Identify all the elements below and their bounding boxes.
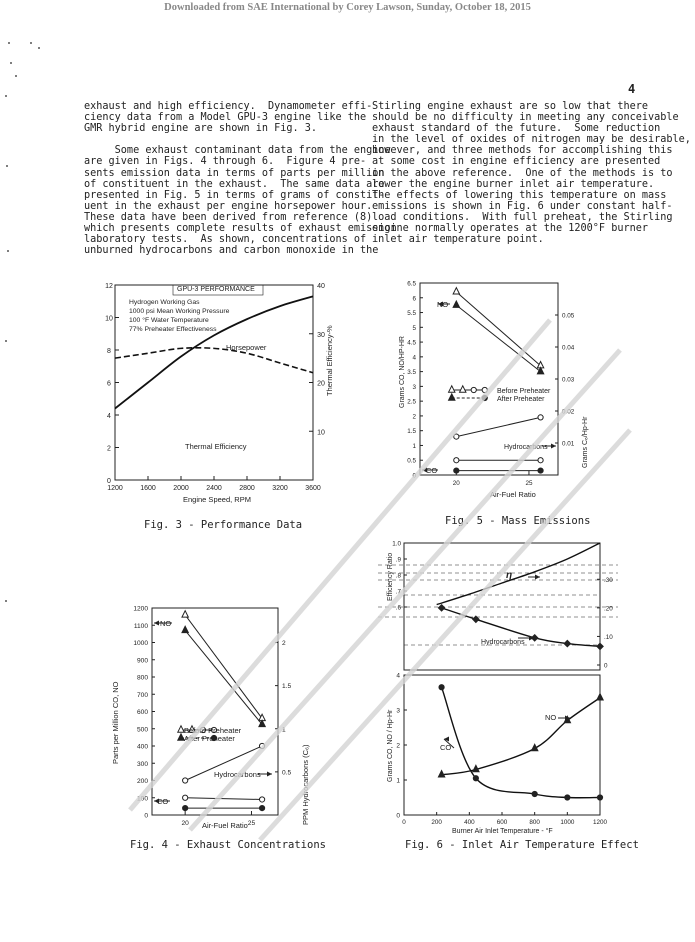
tick-label: 8 (107, 348, 111, 355)
data-marker (538, 415, 543, 420)
tick-label: 700 (136, 691, 148, 699)
arrow-head (551, 444, 556, 449)
data-marker (183, 778, 188, 783)
tick-label: 6.5 (407, 280, 416, 288)
tick-label: 3 (396, 707, 400, 715)
tick-label: 1200 (107, 485, 123, 492)
fig6-plot (378, 541, 618, 827)
tick-label: 300 (136, 760, 148, 768)
data-marker (482, 387, 487, 392)
data-marker (259, 743, 264, 748)
tick-label: 0.5 (282, 769, 292, 777)
figure-3 (85, 280, 334, 515)
fig3-caption: Fig. 3 - Performance Data (144, 519, 303, 531)
tick-label: 3 (412, 383, 416, 391)
fig4-legend-before: Before Preheater (184, 726, 242, 735)
text-line: These data have been derived from reference (8) (84, 211, 373, 223)
tick-label: 0.02 (562, 408, 575, 416)
text-line: are given in Figs. 4 through 6. Figure 4 pre- (84, 156, 367, 168)
fig6-hc-label: Hydrocarbons (481, 639, 525, 646)
data-marker (182, 626, 188, 632)
fig3-xlabel: Engine Speed, RPM (183, 495, 251, 504)
tick-label: 1000 (133, 640, 148, 647)
fig6-xlabel: Burner Air Inlet Temperature - °F (452, 828, 553, 835)
text-line: GMR hybrid engine are shown in Fig. 3. (84, 123, 318, 135)
column-right (372, 101, 691, 246)
series-line (456, 305, 540, 371)
tick-label: 1.5 (282, 683, 292, 691)
tick-label: 0.01 (562, 440, 575, 448)
tick-label: 0 (604, 662, 608, 670)
tick-label: 4 (396, 672, 400, 680)
data-marker (259, 806, 264, 811)
tick-label: 100 (136, 795, 148, 803)
data-marker (449, 386, 455, 392)
text-line: should be no difficulty in meeting any conceivable (372, 112, 679, 124)
tick-label: 20 (452, 480, 460, 487)
tick-label: 500 (136, 726, 148, 734)
series-line (185, 615, 262, 719)
text-line: inlet air temperature point. (372, 234, 544, 246)
data-marker (538, 468, 543, 473)
fig5-y2label: Grams C₆/Hp-Hr (582, 416, 589, 468)
data-marker (473, 776, 478, 781)
tick-label: 1100 (133, 622, 148, 630)
series-line (456, 417, 540, 436)
text-line: uent in the exhaust per engine horsepower hour. (84, 200, 373, 212)
tick-label: 1 (282, 726, 286, 734)
data-marker (532, 791, 537, 796)
series-line (456, 292, 540, 366)
tick-label: .20 (604, 605, 613, 613)
data-marker (453, 288, 459, 294)
tick-label: 0.03 (562, 376, 575, 384)
data-marker (259, 797, 264, 802)
tick-label: 0 (412, 472, 416, 480)
tick-label: 2 (282, 640, 286, 647)
data-marker (565, 795, 570, 800)
text-line: sents emission data in terms of parts per million (84, 167, 385, 179)
data-marker (597, 643, 603, 649)
text-line (84, 134, 374, 145)
fig4-co-label: CO (157, 797, 169, 806)
text-line: ciency data from a Model GPU-3 engine like the (84, 112, 367, 124)
page-number: 4 (628, 82, 636, 96)
tick-label: 20 (317, 380, 325, 388)
top-panel-frame (404, 543, 600, 670)
fig3-note-1: Hydrogen Working Gas (129, 299, 200, 306)
plot-frame (152, 608, 278, 815)
text-line: engine normally operates at the 1200°F burner (372, 223, 649, 235)
tick-label: .30 (604, 576, 613, 584)
tick-label: 5 (412, 324, 416, 332)
tick-label: 12 (105, 283, 113, 290)
text-line: at some cost in engine efficiency are presented (372, 156, 661, 168)
tick-label: 30 (317, 331, 325, 339)
fig5-plot (407, 281, 575, 488)
series-line (185, 798, 262, 800)
data-marker (439, 685, 444, 690)
text-line: exhaust and high efficiency. Dynamometer effi- (84, 101, 373, 112)
text-line: Some exhaust contaminant data from the engine (84, 145, 391, 157)
tick-label: 4 (412, 354, 416, 362)
fig3-title: GPU-3 PERFORMANCE (177, 286, 255, 293)
text-line: in the level of oxides of nitrogen may be desirable, (372, 134, 691, 146)
fig3-note-3: 100 °F Water Temperature (129, 317, 209, 324)
fig5-legend-after: After Preheater (497, 396, 545, 403)
tick-label: 2 (396, 742, 400, 750)
fig3-y2label: Thermal Efficiency-% (325, 325, 334, 396)
fig5-no-label: NO (437, 300, 449, 309)
download-header: Downloaded from SAE International by Corey Lawson, Sunday, October 18, 2015 (164, 2, 531, 13)
tick-label: 0 (402, 819, 406, 826)
tick-label: .9 (395, 556, 401, 564)
tick-label: 2400 (206, 485, 222, 492)
data-marker (183, 795, 188, 800)
tick-label: 25 (247, 820, 256, 827)
tick-label: .6 (395, 604, 401, 612)
data-marker (454, 434, 459, 439)
data-marker (183, 806, 188, 811)
efficiency-line (115, 348, 313, 373)
fig5-legend-before: Before Preheater (497, 388, 551, 395)
fig4-hc-label: Hydrocarbons (214, 770, 261, 779)
tick-label: 400 (464, 819, 475, 826)
data-marker (449, 394, 455, 400)
tick-label: 2800 (239, 485, 255, 492)
fig5-caption: Fig. 5 - Mass Emissions (445, 515, 591, 527)
fig6-caption: Fig. 6 - Inlet Air Temperature Effect (405, 839, 639, 851)
bottom-panel-frame (404, 675, 600, 815)
tick-label: 1 (412, 442, 416, 450)
tick-label: 400 (136, 743, 148, 751)
tick-label: 3200 (272, 485, 288, 492)
column-left (84, 101, 397, 257)
tick-label: 40 (317, 283, 325, 290)
figure-5 (390, 275, 590, 500)
tick-label: 2000 (173, 485, 189, 492)
fig4-y2label: PPM Hydrocarbons (C₆) (301, 744, 310, 825)
data-marker (538, 458, 543, 463)
tick-label: 200 (136, 778, 148, 785)
text-line: in the above reference. One of the methods is to (372, 167, 673, 179)
fig3-note-4: 77% Preheater Effectiveness (129, 326, 217, 333)
tick-label: 1200 (133, 605, 148, 613)
tick-label: 800 (529, 819, 540, 826)
fig5-co-label: CO (426, 466, 438, 475)
fig6-ylabel-top: Efficiency Ratio (387, 552, 394, 601)
tick-label: 1600 (140, 485, 156, 492)
fig4-xlabel: Air-Fuel Ratio (202, 821, 248, 830)
tick-label: 25 (525, 480, 533, 487)
tick-label: 0 (144, 812, 148, 820)
tick-label: 4.5 (407, 339, 416, 347)
data-marker (454, 468, 459, 473)
data-marker (453, 301, 459, 307)
fig3-note-2: 1000 psi Mean Working Pressure (129, 308, 230, 315)
tick-label: 0.05 (562, 312, 575, 320)
tick-label: .8 (395, 572, 401, 580)
tick-label: 1.0 (392, 540, 401, 548)
tick-label: 6 (107, 380, 111, 388)
tick-label: 0.5 (407, 457, 416, 465)
tick-label: .10 (604, 633, 613, 641)
data-marker (482, 395, 487, 400)
tick-label: 2 (107, 445, 111, 453)
tick-label: 1000 (560, 819, 575, 826)
text-line: of constituent in the exhaust. The same data are (84, 178, 385, 190)
text-line: however, and three methods for accomplishing this (372, 145, 673, 157)
fig3-eff-label: Thermal Efficiency (185, 442, 247, 451)
tick-label: 800 (136, 674, 148, 682)
tick-label: 0.04 (562, 344, 575, 352)
tick-label: 0 (396, 812, 400, 820)
series-line (442, 687, 600, 798)
tick-label: 1200 (592, 819, 608, 826)
figure-6 (378, 535, 628, 835)
fig6-ylabel-bot: Grams CO, NO / Hp-Hr (387, 709, 394, 782)
tick-label: 600 (496, 819, 508, 826)
fig4-legend-after: After Preheater (184, 734, 235, 743)
arrow-head (267, 772, 272, 777)
tick-label: 3.5 (407, 369, 416, 377)
fig4-no-label: NO (160, 619, 172, 628)
text-line: presented in Fig. 5 in terms of grams of constit- (84, 189, 385, 201)
tick-label: 900 (136, 657, 148, 665)
fig3-hp-label: Horsepower (226, 343, 267, 352)
tick-label: 20 (181, 820, 189, 827)
text-line: emissions is shown in Fig. 6 under constant half- (372, 200, 673, 212)
text-line: which presents complete results of exhaust emission (84, 223, 397, 235)
data-marker (597, 795, 602, 800)
series-line (185, 630, 262, 724)
tick-label: 5.5 (407, 310, 416, 318)
tick-label: 1 (396, 777, 400, 785)
text-line: The effects of lowering this temperature on mass (372, 189, 667, 201)
data-marker (438, 605, 444, 611)
tick-label: 3600 (305, 485, 321, 492)
data-marker (564, 640, 570, 646)
text-line: Stirling engine exhaust are so low that there (372, 101, 649, 112)
fig6-co-label: CO (440, 743, 452, 752)
tick-label: 10 (317, 429, 325, 437)
text-line: unburned hydrocarbons and carbon monoxide in the (84, 245, 379, 257)
text-line: exhaust standard of the future. Some reduction (372, 123, 661, 135)
tick-label: 2 (412, 413, 416, 421)
text-line: load conditions. With full preheat, the Stirling (372, 211, 673, 223)
text-line: laboratory tests. As shown, concentrations of (84, 234, 367, 246)
fig5-ylabel: Grams CO, NO/HP-HR (399, 336, 406, 408)
fig6-no-label: NO (545, 713, 557, 722)
text-line: lower the engine burner inlet air temperature. (372, 178, 655, 190)
tick-label: 6 (412, 295, 416, 303)
tick-label: 1.5 (407, 428, 416, 436)
tick-label: 2.5 (407, 398, 416, 406)
tick-label: 0 (107, 478, 111, 485)
tick-label: 600 (136, 709, 148, 716)
data-marker (438, 771, 444, 777)
fig5-xlabel: Air-Fuel Ratio (490, 490, 536, 499)
tick-label: .7 (395, 588, 401, 596)
data-marker (471, 387, 476, 392)
data-marker (454, 458, 459, 463)
figure-4 (110, 600, 310, 835)
data-marker (460, 386, 466, 392)
fig5-hc-label: Hydrocarbons (504, 444, 548, 451)
tick-label: 4 (107, 413, 111, 420)
series-line (442, 698, 600, 775)
data-marker (597, 694, 603, 700)
fig4-ylabel: Parts per Million CO, NO (111, 681, 120, 764)
data-marker (182, 611, 188, 617)
fig4-plot (133, 606, 291, 828)
fig4-caption: Fig. 4 - Exhaust Concentrations (130, 839, 326, 851)
fig6-eta-label: η (506, 570, 513, 581)
eta-line (437, 543, 600, 605)
arrow-head (535, 575, 540, 580)
tick-label: 200 (431, 819, 442, 826)
tick-label: 10 (105, 315, 113, 323)
